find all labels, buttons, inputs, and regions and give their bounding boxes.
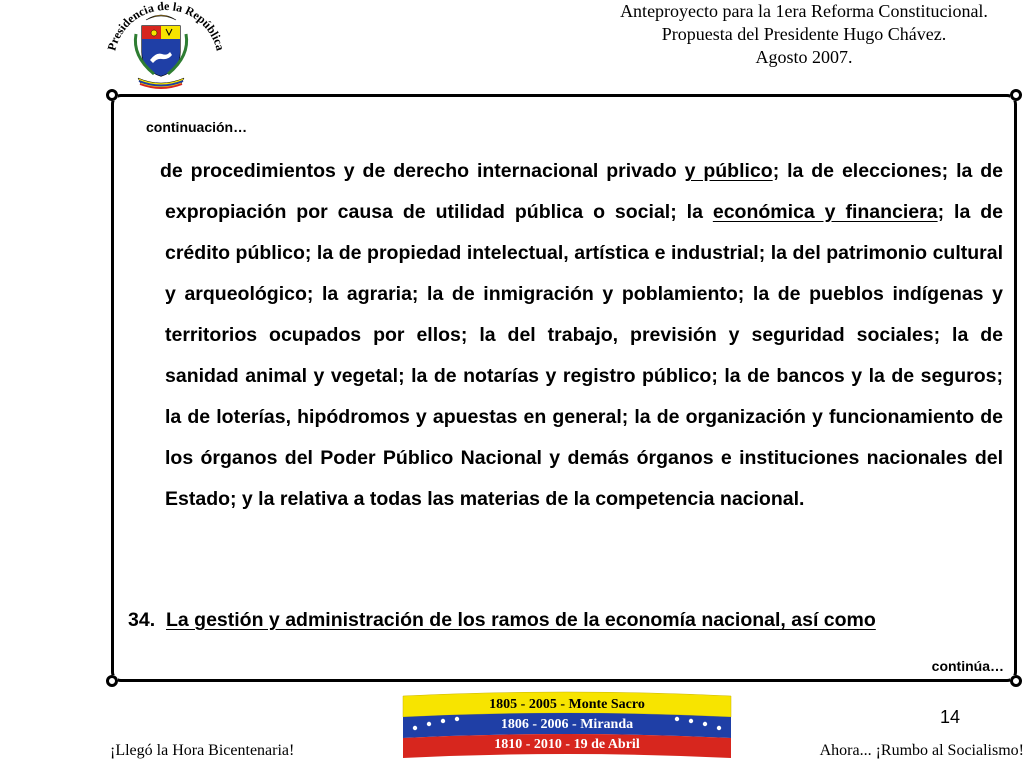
frame-corner bbox=[106, 675, 118, 687]
header-title: Anteproyecto para la 1era Reforma Constitucional. bbox=[620, 1, 988, 21]
banner-text-block bbox=[401, 690, 733, 760]
seal-arc-text: Presidencia de la República bbox=[104, 0, 228, 53]
item-number: 34. bbox=[128, 609, 156, 631]
coat-of-arms-icon bbox=[135, 15, 186, 88]
banner-line-3: 1810 - 2010 - 19 de Abril bbox=[494, 737, 640, 752]
numbered-item bbox=[128, 600, 1008, 640]
paragraph-text: ; la de crédito público; la de propiedad intelectual, artística e industrial; la del patrimonio cultural y arqueológico; la agraria; la de inmigración y poblamiento; la de pueblos indígenas y territorios ocupados por ellos; la del trabajo, previsión y seguridad sociales; la de sanidad animal y vegetal; la de notarías y registro público; la de bancos y la de seguros; la de loterías, hipódromos y apuestas en general; la de organización y funcionamiento de los órganos del Poder Público Nacional y demás órganos e instituciones nacionales del Estado; y la relativa a todas las materias de la competencia nacional. bbox=[165, 200, 1003, 510]
paragraph-text: ; la de elecciones; la de expropiación por causa de utilidad pública o social; la bbox=[165, 160, 1004, 223]
paragraph-text: de procedimientos y de derecho internacional privado bbox=[160, 160, 685, 182]
footer-right-slogan: Ahora... ¡Rumbo al Socialismo! bbox=[819, 742, 1024, 759]
continues-label: continúa… bbox=[931, 658, 1004, 674]
continuation-label: continuación… bbox=[146, 119, 248, 135]
header-date: Agosto 2007. bbox=[755, 47, 853, 67]
document-header bbox=[584, 0, 1024, 69]
article-paragraph bbox=[160, 151, 1004, 520]
banner-line-2: 1806 - 2006 - Miranda bbox=[500, 717, 634, 732]
underlined-text: económica y financiera bbox=[712, 200, 938, 223]
page-number: 14 bbox=[940, 707, 961, 727]
frame-corner bbox=[1010, 675, 1022, 687]
header-subtitle: Propuesta del Presidente Hugo Chávez. bbox=[661, 24, 947, 44]
frame-corner bbox=[106, 89, 118, 101]
banner-line-1: 1805 - 2005 - Monte Sacro bbox=[489, 697, 645, 712]
underlined-text: y público bbox=[684, 160, 773, 182]
item-text: La gestión y administración de los ramos de la economía nacional, así como bbox=[166, 609, 876, 631]
footer-left-slogan: ¡Llegó la Hora Bicentenaria! bbox=[110, 742, 295, 759]
presidential-seal-logo bbox=[100, 0, 230, 92]
frame-corner bbox=[1010, 89, 1022, 101]
